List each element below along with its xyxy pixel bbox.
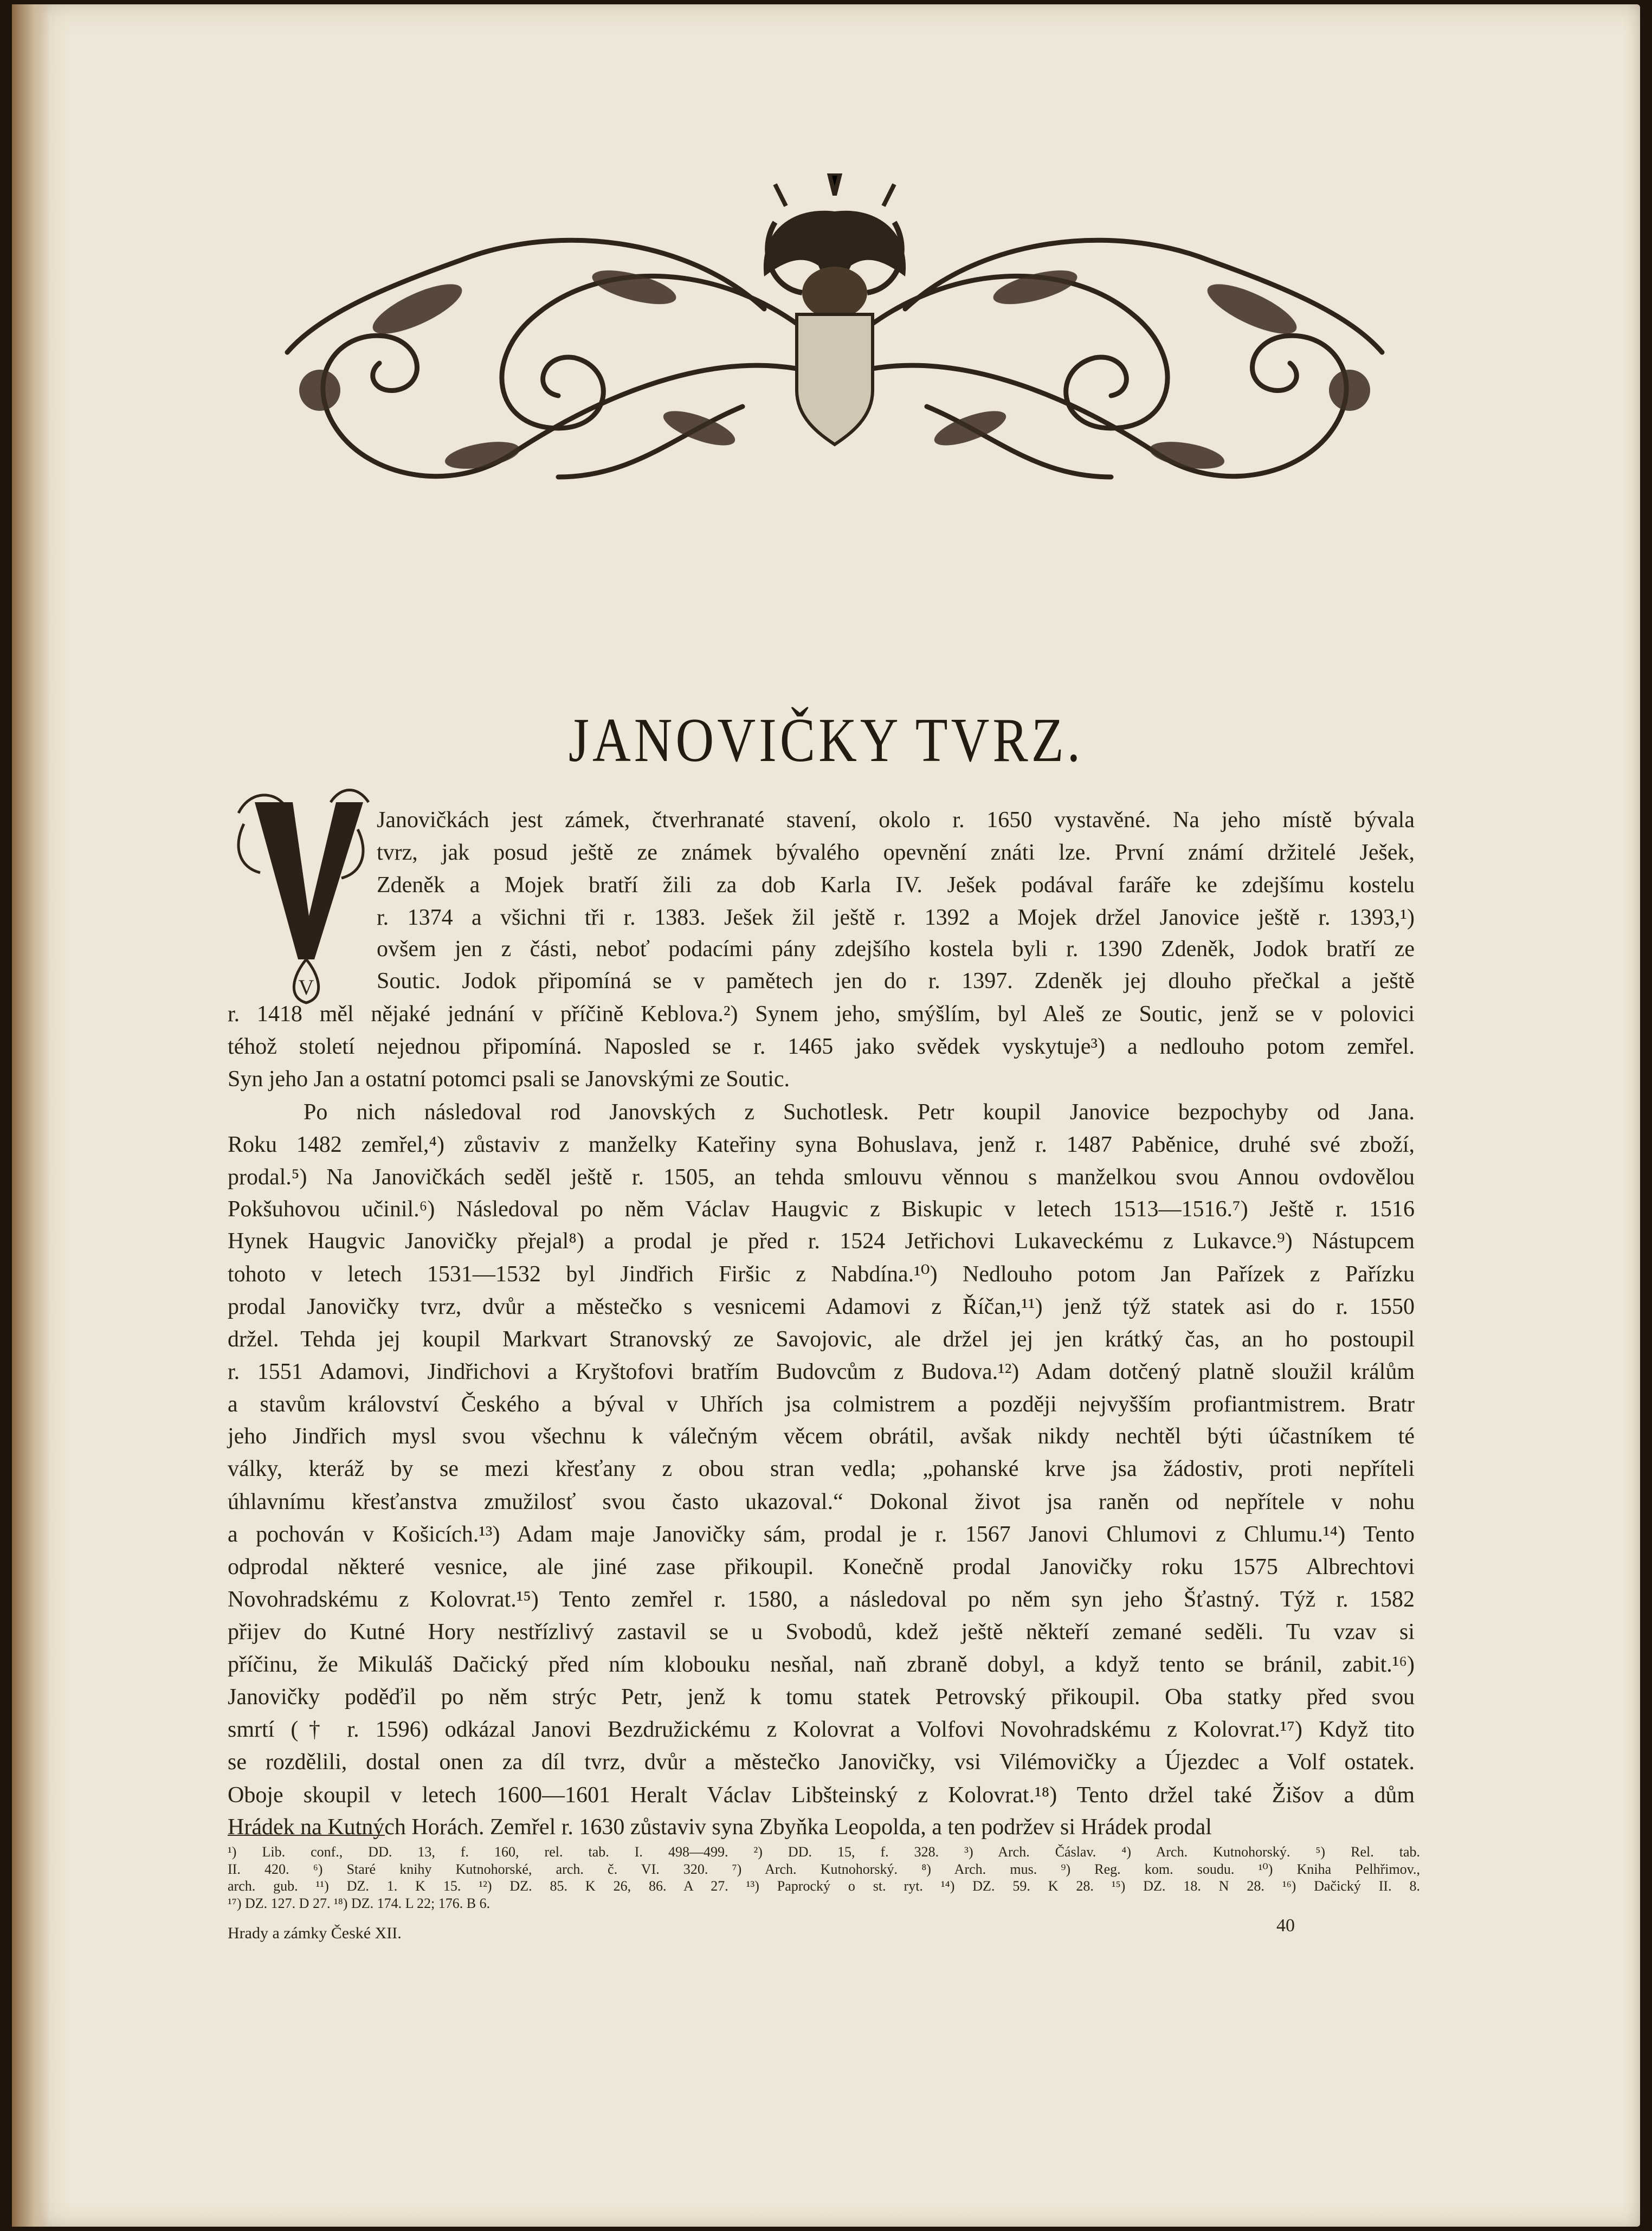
body-line-text: úhlavnímu křesťanstva zmužilosť svou často ukazoval.“ Dokonal život jsa raněn od nepřítele v nohu [228,1490,1415,1514]
body-line-text: a pochován v Košicích.¹³) Adam maje Janovičky sám, prodal je r. 1567 Janovi Chlumovi z Chlumu.¹⁴) Tento [228,1522,1415,1547]
body-line-text: Soutic. Jodok připomíná se v pamětech jen do r. 1397. Zdeněk jej dlouho přečkal a ještě [377,969,1415,994]
body-line [0,1681,1652,1713]
body-line-text: r. 1418 měl nějaké jednání v příčině Keblova.²) Synem jeho, smýšlím, byl Aleš ze Soutic, jenž se v polovici [228,1002,1415,1027]
body-line [0,1161,1652,1194]
body-line-text: přijev do Kutné Hory nestřízlivý zastavil se u Svobodů, kdež ještě někteří zemané seděli. Tu vzav si [228,1620,1415,1645]
book-series-footer: Hrady a zámky České XII. [228,1924,402,1942]
body-line [0,1063,1652,1095]
body-line [0,1616,1652,1648]
body-line-text: smrtí († r. 1596) odkázal Janovi Bezdružickému z Kolovrat a Volfovi Novohradskému z Kolovrat.¹⁷) Když tito [228,1717,1415,1742]
body-line [0,1129,1652,1161]
body-line [0,1193,1652,1226]
body-line-text: prodal Janovičky tvrz, dvůr a městečko s vesnicemi Adamovi z Říčan,¹¹) jenž týž statek asi do r. 1550 [228,1294,1415,1319]
body-line [0,1713,1652,1746]
body-line [0,1258,1652,1291]
body-line [0,1518,1652,1551]
body-line [0,1648,1652,1681]
body-line [0,1453,1652,1485]
body-line [0,1356,1652,1388]
body-line [0,901,1652,934]
body-line [0,1030,1652,1063]
body-line-text: Po nich následoval rod Janovských z Suchotlesk. Petr koupil Janovice bezpochyby od Jana. [304,1100,1415,1125]
drop-cap-glyph: V [298,975,314,1000]
heraldic-ornament-icon [255,173,1415,493]
body-line-text: téhož století nejednou připomíná. Naposled se r. 1465 jako svědek vyskytuje³) a nedlouho potom zemřel. [228,1034,1415,1059]
footnote-line: ¹) Lib. conf., DD. 13, f. 160, rel. tab. I. 498—499. ²) DD. 15, f. 328. ³) Arch. Čáslav. ⁴) Arch. Kutnohorský. ⁵) Rel. tab. [228,1844,1420,1860]
page-title: JANOVIČKY TVRZ. [568,706,1084,775]
body-line-text: jeho Jindřich mysl svou všechnu k válečným věcem obrátil, avšak nikdy nechtěl býti účastníkem té [228,1424,1415,1449]
body-line-text: Roku 1482 zemřel,⁴) zůstaviv z manželky Kateřiny syna Bohuslava, jenž r. 1487 Paběnice, druhé své zboží, [228,1132,1415,1157]
body-line [0,836,1652,869]
body-line [0,1388,1652,1421]
footnote-line: ¹⁷) DZ. 127. D 27. ¹⁸) DZ. 174. L 22; 176. B 6. [228,1895,491,1911]
footnote-line: arch. gub. ¹¹) DZ. 1. K 15. ¹²) DZ. 85. K 26, 86. A 27. ¹³) Paprocký o st. ryt. ¹⁴) DZ. 59. K 28. ¹⁵) DZ. 18. N 28. ¹⁶) Dačický II. 8. [228,1878,1420,1894]
body-line-text: r. 1374 a všichni tři r. 1383. Ješek žil ještě r. 1392 a Mojek držel Janovice ještě r. 1393,¹) [377,905,1415,930]
body-line [0,1486,1652,1518]
body-line [0,869,1652,901]
body-line-text: a stavům království Českého a býval v Uhřích jsa colmistrem a později nejvyšším profiantmistrem. Bratr [228,1392,1415,1417]
body-line [0,1811,1652,1843]
body-line-text: se rozdělili, dostal onen za díl tvrz, dvůr a městečko Janovičky, vsi Vilémovičky a Újezdec a Volf ostatek. [228,1750,1415,1775]
body-line [0,1420,1652,1453]
body-line [0,1323,1652,1356]
body-line-text: příčinu, že Mikuláš Dačický před ním klobouku nesňal, naň zbraně dobyl, a když tento se bránil, zabit.¹⁶) [228,1652,1415,1677]
footnote-rule [228,1835,385,1836]
body-line [0,1291,1652,1323]
body-line-text: držel. Tehda jej koupil Markvart Stranovský ze Savojovic, ale držel jej jen krátký čas, an ho postoupil [228,1327,1415,1352]
footnote-line: II. 420. ⁶) Staré knihy Kutnohorské, arch. č. VI. 320. ⁷) Arch. Kutnohorský. ⁸) Arch. mus. ⁹) Reg. kom. soudu. ¹⁰) Kniha Pelhřimov., [228,1861,1420,1877]
body-line [0,933,1652,965]
body-line-text: tvrz, jak posud ještě ze známek bývalého opevnění znáti lze. První známí držitelé Ješek, [377,840,1415,865]
body-line [0,1096,1652,1129]
body-line-text: tohoto v letech 1531—1532 byl Jindřich Firšic z Nabdína.¹⁰) Nedlouho potom Jan Pařízek z Pařízku [228,1262,1415,1287]
body-line-text: Syn jeho Jan a ostatní potomci psali se Janovskými ze Soutic. [228,1067,790,1092]
body-line [0,998,1652,1030]
body-line-text: ovšem jen z části, neboť podacími pány zdejšího kostela byli r. 1390 Zdeněk, Jodok bratří ze [377,937,1415,962]
body-line [0,1746,1652,1778]
body-line [0,1779,1652,1811]
body-line-text: Novohradskému z Kolovrat.¹⁵) Tento zemřel r. 1580, a následoval po něm syn jeho Šťastný. Týž r. 1582 [228,1587,1415,1612]
body-line-text: prodal.⁵) Na Janovičkách seděl ještě r. 1505, an tehda smlouvu věnnou s manželkou svou Annou ovdovělou [228,1165,1415,1190]
body-line [0,804,1652,836]
body-line-text: r. 1551 Adamovi, Jindřichovi a Kryštofovi bratřím Budovcům z Budova.¹²) Adam dotčený platně sloužil králům [228,1359,1415,1384]
body-line-text: odprodal některé vesnice, ale jiné zase přikoupil. Konečně prodal Janovičky roku 1575 Albrechtovi [228,1555,1415,1579]
body-line [0,1551,1652,1583]
body-line-text: Janovičkách jest zámek, čtverhranaté stavení, okolo r. 1650 vystavěné. Na jeho místě bývala [377,808,1415,833]
body-line-text: Pokšuhovou učinil.⁶) Následoval po něm Václav Haugvic z Biskupic v letech 1513—1516.⁷) Ještě r. 1516 [228,1197,1415,1222]
page-number: 40 [1276,1916,1295,1936]
body-line-text: Zdeněk a Mojek bratří žili za dob Karla IV. Ješek podával faráře ke zdejšímu kostelu [377,873,1415,898]
body-line [0,1225,1652,1258]
body-line-text: Oboje skoupil v letech 1600—1601 Heralt Václav Libšteinský z Kolovrat.¹⁸) Tento držel také Žišov a dům [228,1783,1415,1808]
body-line-text: Hrádek na Kutných Horách. Zemřel r. 1630 zůstaviv syna Zbyňka Leopolda, a ten podržev si Hrádek prodal [228,1815,1212,1840]
body-line-text: Janovičky poděďil po něm strýc Petr, jenž k tomu statek Petrovský přikoupil. Oba statky před svou [228,1685,1415,1710]
body-line [0,965,1652,997]
body-line-text: Hynek Haugvic Janovičky přejal⁸) a prodal je před r. 1524 Jetřichovi Lukaveckému z Lukavce.⁹) Nástupcem [228,1229,1415,1254]
body-line [0,1583,1652,1616]
body-line-text: války, kteráž by se mezi křesťany z obou stran vedla; „pohanské krve jsa žádostiv, proti nepříteli [228,1456,1415,1481]
